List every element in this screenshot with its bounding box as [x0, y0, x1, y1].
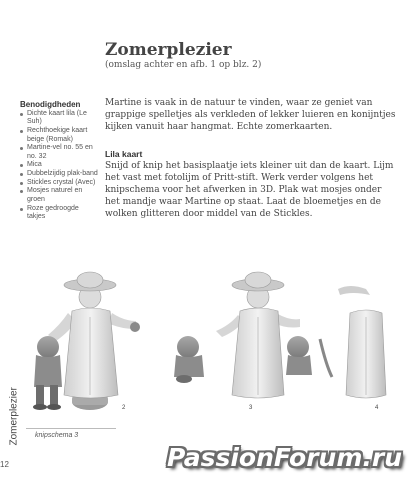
cutting-diagram	[20, 255, 400, 430]
section-title: Lila kaart	[105, 149, 143, 159]
watermark: PassionForum.ru	[167, 443, 403, 472]
list-item: Dichte kaart lila (Le Suh)	[20, 110, 98, 127]
figure-caption: knipschema 3	[35, 432, 79, 439]
page-number: 12	[0, 460, 9, 469]
page-title: Zomerplezier	[105, 40, 232, 60]
figure-number-4: 4	[375, 405, 379, 411]
instructions-paragraph: Snijd of knip het basisplaatje iets kleiner uit dan de kaart. Lijm het vast met fotolijm of Pritt-stift. Werk verder volgens het knipschema voor het afwerken in 3D. Plak wat mosjes onder het mandje waar Martine op staat. Laat de bloemetjes en de wolken glitteren door middel van de Stickles.	[105, 161, 394, 219]
requirements-title: Benodigdheden	[20, 100, 81, 109]
figure-1-illustration	[33, 272, 140, 410]
list-item: Dubbelzijdig plak-band	[20, 170, 98, 178]
list-item: Rechthoekige kaart beige (Romak)	[20, 127, 98, 144]
caption-divider	[26, 428, 116, 429]
list-item: Roze gedroogde takjes	[20, 205, 98, 222]
page-subtitle: (omslag achter en afb. 1 op blz. 2)	[105, 60, 262, 70]
requirements-list	[20, 110, 98, 222]
list-item: Mosjes naturel en groen	[20, 187, 98, 204]
figure-number-2: 2	[122, 405, 126, 411]
figure-2-illustration	[174, 272, 300, 398]
vertical-section-title: Zomerplezier	[8, 387, 20, 446]
list-item: Martine-vel no. 55 en no. 32	[20, 144, 98, 161]
intro-paragraph: Martine is vaak in de natuur te vinden, waar ze geniet van grappige spelletjes als verkleden of lekker luieren en konijntjes kijken vanuit haar hangmat. Echte zomerkaarten.	[105, 98, 396, 132]
figure-number-3: 3	[249, 405, 253, 411]
list-item: Mica	[20, 161, 98, 169]
list-item: Stickles crystal (Avec)	[20, 179, 98, 187]
figure-3-illustration	[286, 286, 386, 398]
